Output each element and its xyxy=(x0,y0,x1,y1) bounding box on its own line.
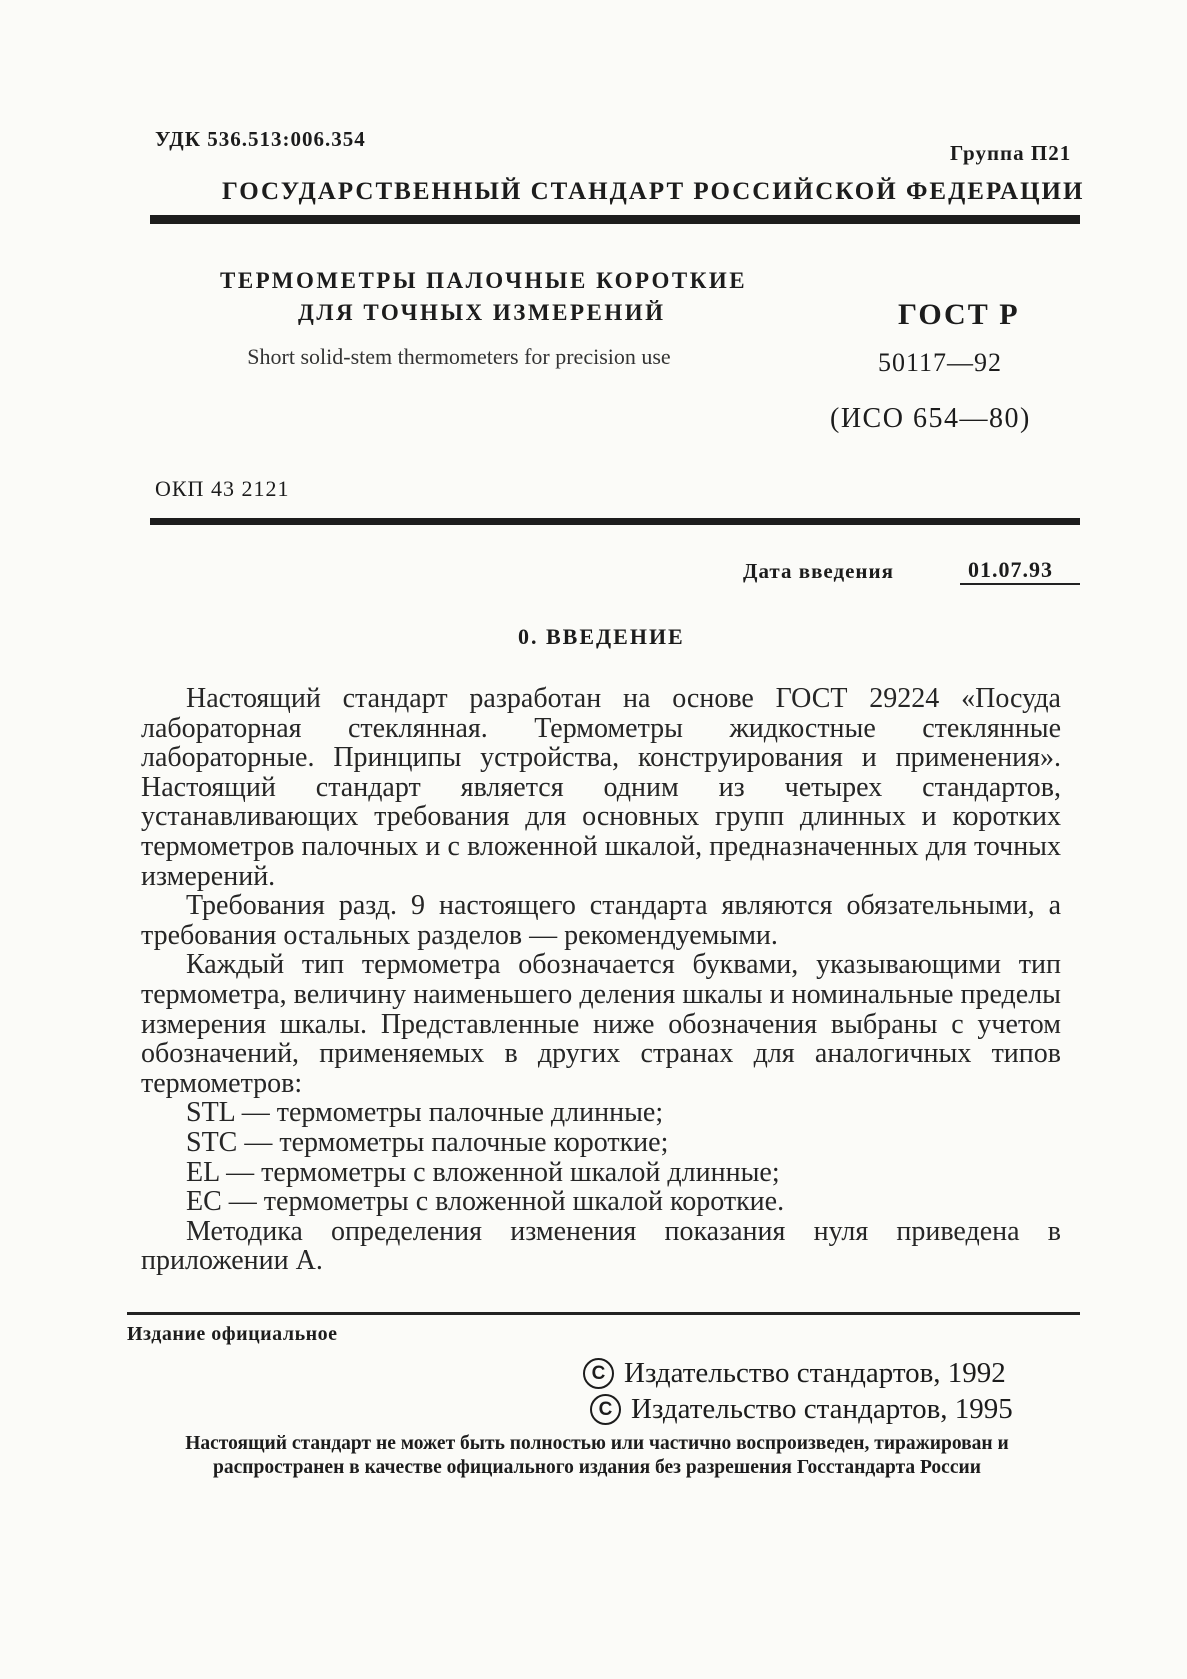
copyright-1992-text: Издательство стандартов, 1992 xyxy=(624,1357,1006,1389)
paragraph-3: Каждый тип термометра обозначается буквами, указывающими тип термометра, величину наименьшего деления шкалы и номинальные пределы измерения шкалы. Представленные ниже обозначения выбраны с учетом обозначений, применяемых в других странах для аналогичных типов термометров: xyxy=(141,949,1061,1099)
footer-divider xyxy=(127,1312,1080,1315)
reproduction-notice: Настоящий стандарт не может быть полностью или частично воспроизведен, тиражирован и распространен в качестве официального издания без разрешения Госстандарта России xyxy=(185,1433,1009,1478)
introduction-date-label: Дата введения xyxy=(743,559,894,583)
english-title: Short solid-stem thermometers for precision use xyxy=(247,344,671,369)
list-item: EL — термометры с вложенной шкалой длинные; xyxy=(186,1156,780,1188)
gost-label: ГОСТ Р xyxy=(898,298,1020,331)
copyright-icon: C xyxy=(583,1358,614,1389)
title-line-1: ТЕРМОМЕТРЫ ПАЛОЧНЫЕ КОРОТКИЕ xyxy=(220,268,748,293)
official-edition-label: Издание официальное xyxy=(127,1323,338,1345)
okp-divider xyxy=(150,518,1080,525)
list-item: STC — термометры палочные короткие; xyxy=(186,1126,669,1158)
section-heading: 0. ВВЕДЕНИЕ xyxy=(518,624,685,649)
introduction-date-value: 01.07.93 xyxy=(968,557,1053,582)
paragraph-4: Методика определения изменения показания нуля приведена в приложении А. xyxy=(141,1215,1061,1277)
list-item: STL — термометры палочные длинные; xyxy=(186,1097,664,1129)
paragraph-1: Настоящий стандарт разработан на основе ГОСТ 29224 «Посуда лабораторная стеклянная. Термометры жидкостные стеклянные лабораторные. Принципы устройства, конструирования и применения». Настоящий стандарт является одним из четырех стандартов, устанавливающих требования для основных групп длинных и коротких термометров палочных и с вложенной шкалой, предназначенных для точных измерений. xyxy=(141,683,1061,892)
date-underline xyxy=(960,583,1080,585)
title-line-2: ДЛЯ ТОЧНЫХ ИЗМЕРЕНИЙ xyxy=(298,300,666,325)
gost-number: 50117—92 xyxy=(878,348,1003,377)
header-divider xyxy=(150,215,1080,224)
state-standard-heading: ГОСУДАРСТВЕННЫЙ СТАНДАРТ РОССИЙСКОЙ ФЕДЕРАЦИИ xyxy=(222,178,1085,205)
okp-code: ОКП 43 2121 xyxy=(155,476,290,501)
list-item: EC — термометры с вложенной шкалой короткие. xyxy=(186,1186,785,1218)
copyright-icon: C xyxy=(590,1394,621,1425)
iso-reference: (ИСО 654—80) xyxy=(830,403,1031,434)
introduction-body xyxy=(141,684,1061,1276)
group-code: Группа П21 xyxy=(950,141,1072,165)
copyright-1992 xyxy=(583,1357,1006,1390)
udk-code: УДК 536.513:006.354 xyxy=(155,127,366,151)
paragraph-2: Требования разд. 9 настоящего стандарта являются обязательными, а требования остальных разделов — рекомендуемыми. xyxy=(141,890,1061,951)
copyright-1995 xyxy=(590,1393,1013,1426)
copyright-1995-text: Издательство стандартов, 1995 xyxy=(631,1393,1013,1425)
